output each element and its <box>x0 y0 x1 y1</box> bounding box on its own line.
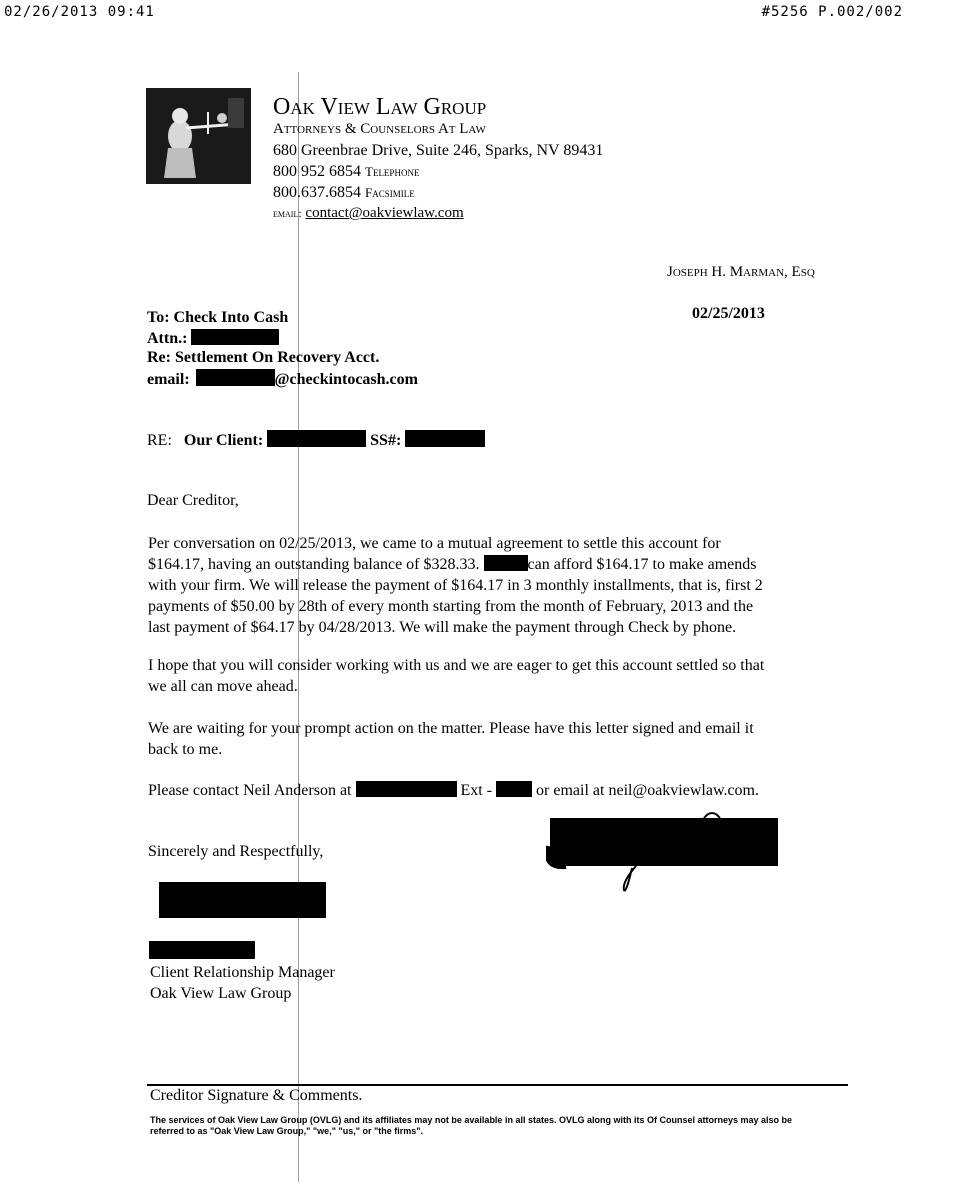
fax-label: Facsimile <box>365 185 415 200</box>
redaction <box>196 369 275 386</box>
firm-phone: 800 952 6854 <box>273 163 361 180</box>
disclaimer-line: The services of Oak View Law Group (OVLG) and its affiliates may not be available in all states. OVLG along with its Of Counsel attorneys may also be <box>150 1115 793 1125</box>
text-span: Please contact Neil Anderson at <box>148 782 352 799</box>
client-label: Our Client: <box>183 432 264 449</box>
fax-page-counter: #5256 P.002/002 <box>761 4 903 20</box>
re-label: RE: <box>147 432 172 449</box>
disclaimer-line: referred to as "Oak View Law Group," "we," "us," or "the firms". <box>150 1126 424 1136</box>
text-line: Per conversation on 02/25/2013, we came to a mutual agreement to settle this account for <box>148 535 721 552</box>
recipient-re: Re: Settlement On Recovery Acct. <box>147 349 380 366</box>
divider <box>147 1084 848 1086</box>
recipient-email <box>147 369 418 389</box>
text-span: Ext - <box>460 782 493 799</box>
paragraph-3 <box>148 718 848 760</box>
firm-name: Oak View Law Group <box>273 94 487 120</box>
signature-redacted <box>546 808 786 898</box>
firm-logo <box>146 88 251 184</box>
text-span: or email at neil@oakviewlaw.com. <box>536 782 759 799</box>
signatory-title: Client Relationship Manager <box>150 964 335 981</box>
text-line: last payment of $64.17 by 04/28/2013. We will make the payment through Check by phone. <box>148 619 737 636</box>
paragraph-4 <box>148 780 848 801</box>
firm-address: 680 Greenbrae Drive, Suite 246, Sparks, NV 89431 <box>273 142 604 159</box>
email-label: email: <box>273 206 302 220</box>
text-line: I hope that you will consider working with us and we are eager to get this account settled so that <box>148 657 765 674</box>
redaction <box>356 781 457 797</box>
redaction <box>159 882 326 918</box>
phone-label: Telephone <box>365 164 420 179</box>
redaction <box>484 555 528 571</box>
text-span: $164.17, having an outstanding balance of $328.33. <box>148 556 480 573</box>
firm-fax: 800.637.6854 <box>273 184 361 201</box>
redaction <box>496 781 532 797</box>
recipient-attn <box>147 329 279 348</box>
attn-label: Attn.: <box>147 330 188 347</box>
closing: Sincerely and Respectfully, <box>148 843 324 860</box>
letter-date: 02/25/2013 <box>692 305 765 322</box>
redaction <box>149 941 255 959</box>
recipient-to: To: Check Into Cash <box>147 309 289 326</box>
redaction <box>191 329 279 345</box>
paragraph-2 <box>148 655 848 697</box>
text-line: we all can move ahead. <box>148 678 298 695</box>
firm-email-line <box>273 205 464 222</box>
ss-label: SS#: <box>370 432 402 449</box>
salutation: Dear Creditor, <box>147 492 239 509</box>
firm-email-link[interactable]: contact@oakviewlaw.com <box>305 205 464 221</box>
firm-fax-line <box>273 184 415 202</box>
recipient-email-domain: @checkintocash.com <box>274 371 418 388</box>
text-span: can afford $164.17 to make amends <box>527 556 757 573</box>
redaction <box>405 430 485 447</box>
fax-timestamp: 02/26/2013 09:41 <box>4 4 155 20</box>
signatory-company: Oak View Law Group <box>150 985 292 1002</box>
text-line: payments of $50.00 by 28th of every month starting from the month of February, 2013 and the <box>148 598 754 615</box>
signatory-block <box>150 962 335 1004</box>
disclaimer <box>150 1115 860 1137</box>
redaction <box>267 430 366 447</box>
text-line: We are waiting for your prompt action on the matter. Please have this letter signed and email it <box>148 720 754 737</box>
firm-tagline: Attorneys & Counselors At Law <box>273 121 486 137</box>
text-line: with your firm. We will release the payment of $164.17 in 3 monthly installments, that is, first 2 <box>148 577 763 594</box>
text-line: back to me. <box>148 741 223 758</box>
paragraph-1 <box>148 533 848 638</box>
firm-phone-line <box>273 163 419 181</box>
attorney-name: Joseph H. Marman, Esq <box>667 264 815 280</box>
recipient-email-label: email: <box>147 371 190 388</box>
creditor-signature-label: Creditor Signature & Comments. <box>150 1087 363 1104</box>
text-line <box>148 554 848 575</box>
re-line <box>147 430 485 450</box>
